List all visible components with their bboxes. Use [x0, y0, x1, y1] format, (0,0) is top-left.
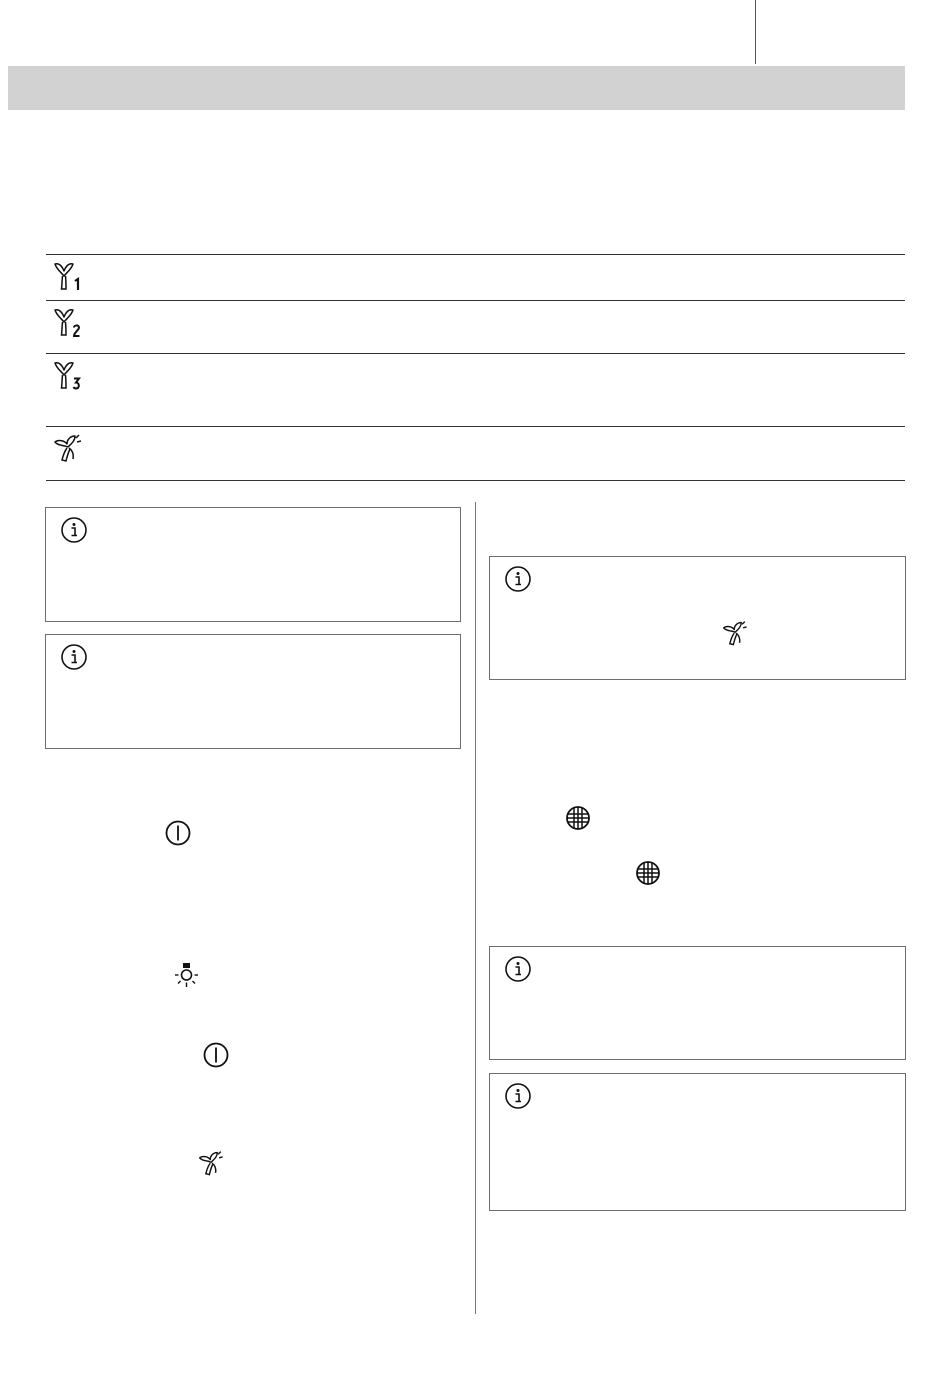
info-note-box — [489, 946, 906, 1060]
fan-speed-2-icon — [52, 306, 86, 340]
power-icon — [164, 819, 192, 847]
table-rule — [46, 300, 905, 301]
info-note-box — [489, 1073, 906, 1211]
info-icon — [504, 955, 532, 983]
info-icon — [60, 516, 88, 544]
info-note-box — [489, 556, 906, 680]
table-rule — [46, 426, 905, 427]
table-rule — [46, 353, 905, 354]
top-rule — [755, 0, 756, 64]
fan-boost-icon — [721, 619, 751, 649]
fan-boost-icon — [197, 1149, 227, 1179]
fan-speed-3-icon — [52, 359, 86, 393]
light-icon — [172, 962, 202, 992]
column-divider — [475, 502, 476, 1314]
table-rule — [46, 480, 905, 481]
section-header-bar — [8, 66, 905, 110]
filter-grid-icon — [564, 804, 592, 832]
info-note-box — [45, 507, 461, 622]
info-icon — [504, 565, 532, 593]
filter-grid-icon — [634, 859, 662, 887]
table-rule — [46, 254, 905, 255]
info-note-box — [45, 634, 461, 749]
fan-speed-1-icon — [52, 260, 86, 294]
info-icon — [60, 643, 88, 671]
fan-boost-icon — [52, 432, 86, 466]
info-icon — [504, 1082, 532, 1110]
power-icon — [202, 1041, 230, 1069]
